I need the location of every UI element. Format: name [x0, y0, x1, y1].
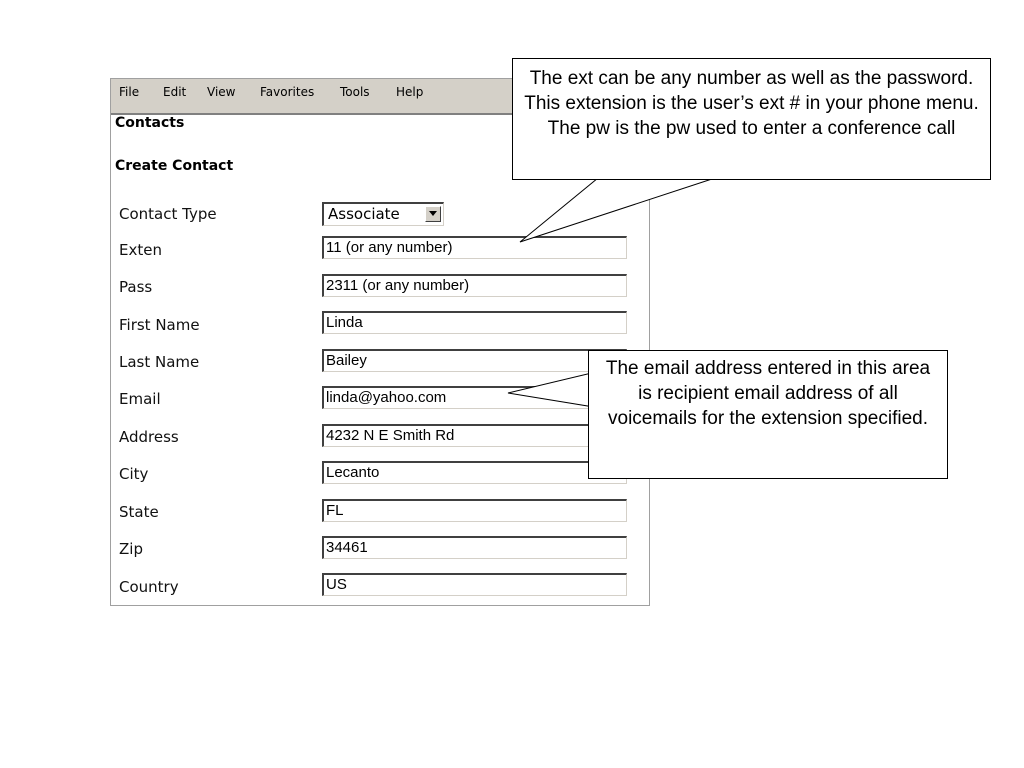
city-label: City	[119, 465, 149, 483]
email-callout: The email address entered in this area is recipient email address of all voicemails for the extension specified.	[588, 350, 948, 479]
address-label: Address	[119, 428, 179, 446]
email-field[interactable]: linda@yahoo.com	[322, 386, 627, 409]
zip-label: Zip	[119, 540, 143, 558]
menu-tools[interactable]: Tools	[340, 85, 370, 99]
last-name-field[interactable]: Bailey	[322, 349, 627, 372]
extension-callout: The ext can be any number as well as the password. This extension is the user’s ext # in your phone menu. The pw is the pw used to enter a conference call	[512, 58, 991, 180]
first-name-field[interactable]: Linda	[322, 311, 627, 334]
state-field[interactable]: FL	[322, 499, 627, 522]
form-title: Create Contact	[115, 158, 234, 174]
country-field[interactable]: US	[322, 573, 627, 596]
country-label: Country	[119, 578, 179, 596]
email-label: Email	[119, 390, 161, 408]
exten-field[interactable]: 11 (or any number)	[322, 236, 627, 259]
address-field[interactable]: 4232 N E Smith Rd	[322, 424, 627, 447]
pass-field[interactable]: 2311 (or any number)	[322, 274, 627, 297]
email-callout-pointer	[508, 371, 600, 408]
contact-type-label: Contact Type	[119, 205, 217, 223]
zip-field[interactable]: 34461	[322, 536, 627, 559]
menu-help[interactable]: Help	[396, 85, 424, 99]
menu-file[interactable]: File	[119, 85, 140, 99]
extension-callout-pointer	[520, 178, 715, 242]
city-field[interactable]: Lecanto	[322, 461, 627, 484]
contact-type-value: Associate	[328, 205, 400, 223]
first-name-label: First Name	[119, 316, 200, 334]
exten-label: Exten	[119, 241, 162, 259]
menu-view[interactable]: View	[207, 85, 236, 99]
last-name-label: Last Name	[119, 353, 200, 371]
section-title: Contacts	[115, 115, 185, 131]
menu-favorites[interactable]: Favorites	[260, 85, 315, 99]
menu-edit[interactable]: Edit	[163, 85, 187, 99]
pass-label: Pass	[119, 278, 153, 296]
state-label: State	[119, 503, 159, 521]
